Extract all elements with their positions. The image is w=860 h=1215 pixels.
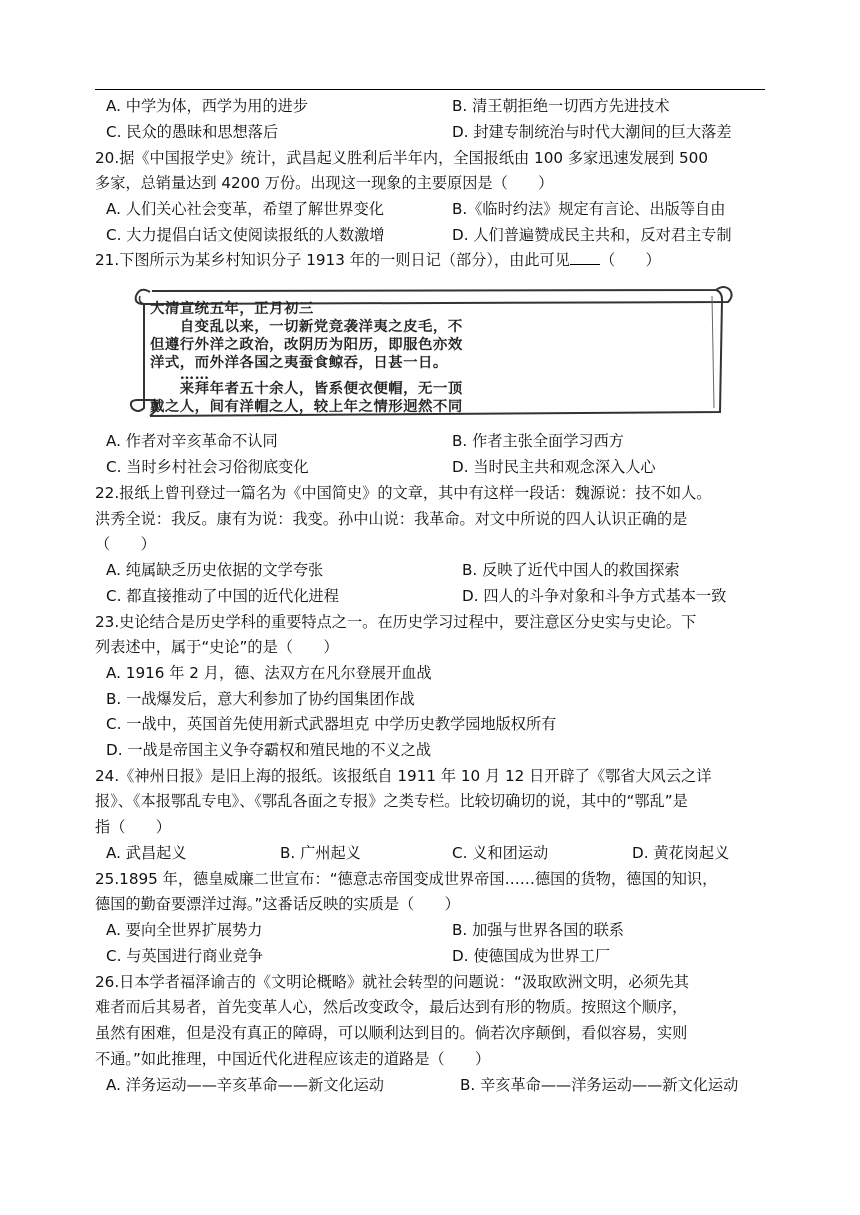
diary-line-5: …… [150, 366, 210, 383]
q23-stem-line2: 列表述中，属于“史论”的是（ ） [95, 638, 339, 656]
top-rule [95, 89, 765, 90]
q23-option-c: C. 一战中，英国首先使用新式武器坦克 中学历史教学园地版权所有 [106, 715, 557, 733]
q20-option-d: D. 人们普遍赞成民主共和，反对君主专制 [452, 226, 732, 244]
q21-option-d: D. 当时民主共和观念深入人心 [452, 458, 656, 476]
q26-option-b: B. 辛亥革命——洋务运动——新文化运动 [460, 1076, 739, 1094]
q19-option-b: B. 清王朝拒绝一切西方先进技术 [452, 97, 670, 115]
q23-option-a: A. 1916 年 2 月，德、法双方在凡尔登展开血战 [106, 664, 432, 682]
q21-answer-blank [570, 250, 600, 265]
q21-stem-text: 21.下图所示为某乡村知识分子 1913 年的一则日记（部分），由此可见 [95, 251, 570, 269]
q22-option-a: A. 纯属缺乏历史依据的文学夸张 [106, 561, 324, 579]
q23-option-d: D. 一战是帝国主义争夺霸权和殖民地的不义之战 [106, 741, 432, 759]
q24-option-b: B. 广州起义 [280, 844, 361, 862]
q21-option-c: C. 当时乡村社会习俗彻底变化 [106, 458, 309, 476]
q24-option-d: D. 黄花岗起义 [632, 844, 730, 862]
q24-stem-line1: 24.《神州日报》是旧上海的报纸。该报纸自 1911 年 10 月 12 日开辟了《鄂省大风云之详 [95, 767, 712, 785]
q20-stem-line1: 20.据《中国报学史》统计，武昌起义胜利后半年内，全国报纸由 100 多家迅速发展到 500 [95, 149, 708, 167]
q20-option-b: B.《临时约法》规定有言论、出版等自由 [452, 200, 726, 218]
q22-stem-line2: 洪秀全说：我反。康有为说：我变。孙中山说：我革命。对文中所说的四人认识正确的是 [95, 510, 688, 528]
q26-stem-line3: 虽然有困难，但是没有真正的障碍，可以顺利达到目的。倘若次序颠倒，看似容易，实则 [95, 1024, 688, 1042]
diary-line-2: 自变乱以来，一切新党竞袭洋夷之皮毛，不 [150, 318, 463, 335]
q20-option-a: A. 人们关心社会变革，希望了解世界变化 [106, 200, 384, 218]
q21-stem [95, 249, 767, 271]
diary-line-6: 来拜年者五十余人，皆系便衣便帽，无一顶 [150, 380, 463, 397]
q19-option-c: C. 民众的愚昧和思想落后 [106, 123, 279, 141]
q20-stem-line2: 多家，总销量达到 4200 万份。出现这一现象的主要原因是（ ） [95, 174, 554, 192]
q20-option-c: C. 大力提倡白话文使阅读报纸的人数激增 [106, 226, 385, 244]
q26-stem-line4: 不通。”如此推理，中国近代化进程应该走的道路是（ ） [95, 1050, 491, 1068]
q26-option-a: A. 洋务运动——辛亥革命——新文化运动 [106, 1076, 384, 1094]
q22-option-d: D. 四人的斗争对象和斗争方式基本一致 [462, 587, 727, 605]
q19-option-d: D. 封建专制统治与时代大潮间的巨大落差 [452, 123, 732, 141]
q26-stem-line1: 26.日本学者福泽谕吉的《文明论概略》就社会转型的问题说：“汲取欧洲文明，必须先其 [95, 973, 689, 991]
q19-option-a: A. 中学为体，西学为用的进步 [106, 97, 309, 115]
q24-stem-line2: 报》、《本报鄂乱专电》、《鄂乱各面之专报》之类专栏。比较切确切的说，其中的“鄂乱”是 [95, 792, 688, 810]
q25-option-d: D. 使德国成为世界工厂 [452, 947, 611, 965]
q22-stem-line1: 22.报纸上曾刊登过一篇名为《中国简史》的文章，其中有这样一段话：魏源说：技不如人。 [95, 484, 712, 502]
q25-stem-line1: 25.1895 年，德皇威廉二世宣布：“德意志帝国变成世界帝国……德国的货物，德国的知识， [95, 870, 718, 888]
q21-option-b: B. 作者主张全面学习西方 [452, 432, 624, 450]
diary-line-7: 戴之人，间有洋帽之人，较上年之情形迥然不同 [150, 398, 463, 415]
q24-option-a: A. 武昌起义 [106, 844, 187, 862]
q23-option-b: B. 一战爆发后，意大利参加了协约国集团作战 [106, 690, 415, 708]
q25-option-b: B. 加强与世界各国的联系 [452, 921, 624, 939]
q22-option-b: B. 反映了近代中国人的救国探索 [462, 561, 680, 579]
q24-option-c: C. 义和团运动 [452, 844, 549, 862]
diary-line-3: 但遵行外洋之政治，改阴历为阳历，即服色亦效 [150, 336, 463, 353]
diary-line-1: 大清宣统五年，正月初三 [150, 300, 314, 317]
q23-stem-line1: 23.史论结合是历史学科的重要特点之一。在历史学习过程中，要注意区分史实与史论。下 [95, 613, 697, 631]
q26-stem-line2: 难者而后其易者，首先变革人心，然后改变政令，最后达到有形的物质。按照这个顺序， [95, 998, 688, 1016]
diary-line-4: 洋式，而外洋各国之夷蚕食鲸吞，日甚一日。 [150, 354, 448, 371]
q21-option-a: A. 作者对辛亥革命不认同 [106, 432, 278, 450]
q25-option-c: C. 与英国进行商业竞争 [106, 947, 263, 965]
q22-option-c: C. 都直接推动了中国的近代化进程 [106, 587, 339, 605]
q22-stem-line3: （ ） [95, 535, 156, 553]
q25-stem-line2: 德国的勤奋要漂洋过海。”这番话反映的实质是（ ） [95, 895, 460, 913]
q25-option-a: A. 要向全世界扩展势力 [106, 921, 263, 939]
q24-stem-line3: 指（ ） [95, 818, 171, 836]
q21-stem-paren: （ ） [599, 251, 661, 269]
